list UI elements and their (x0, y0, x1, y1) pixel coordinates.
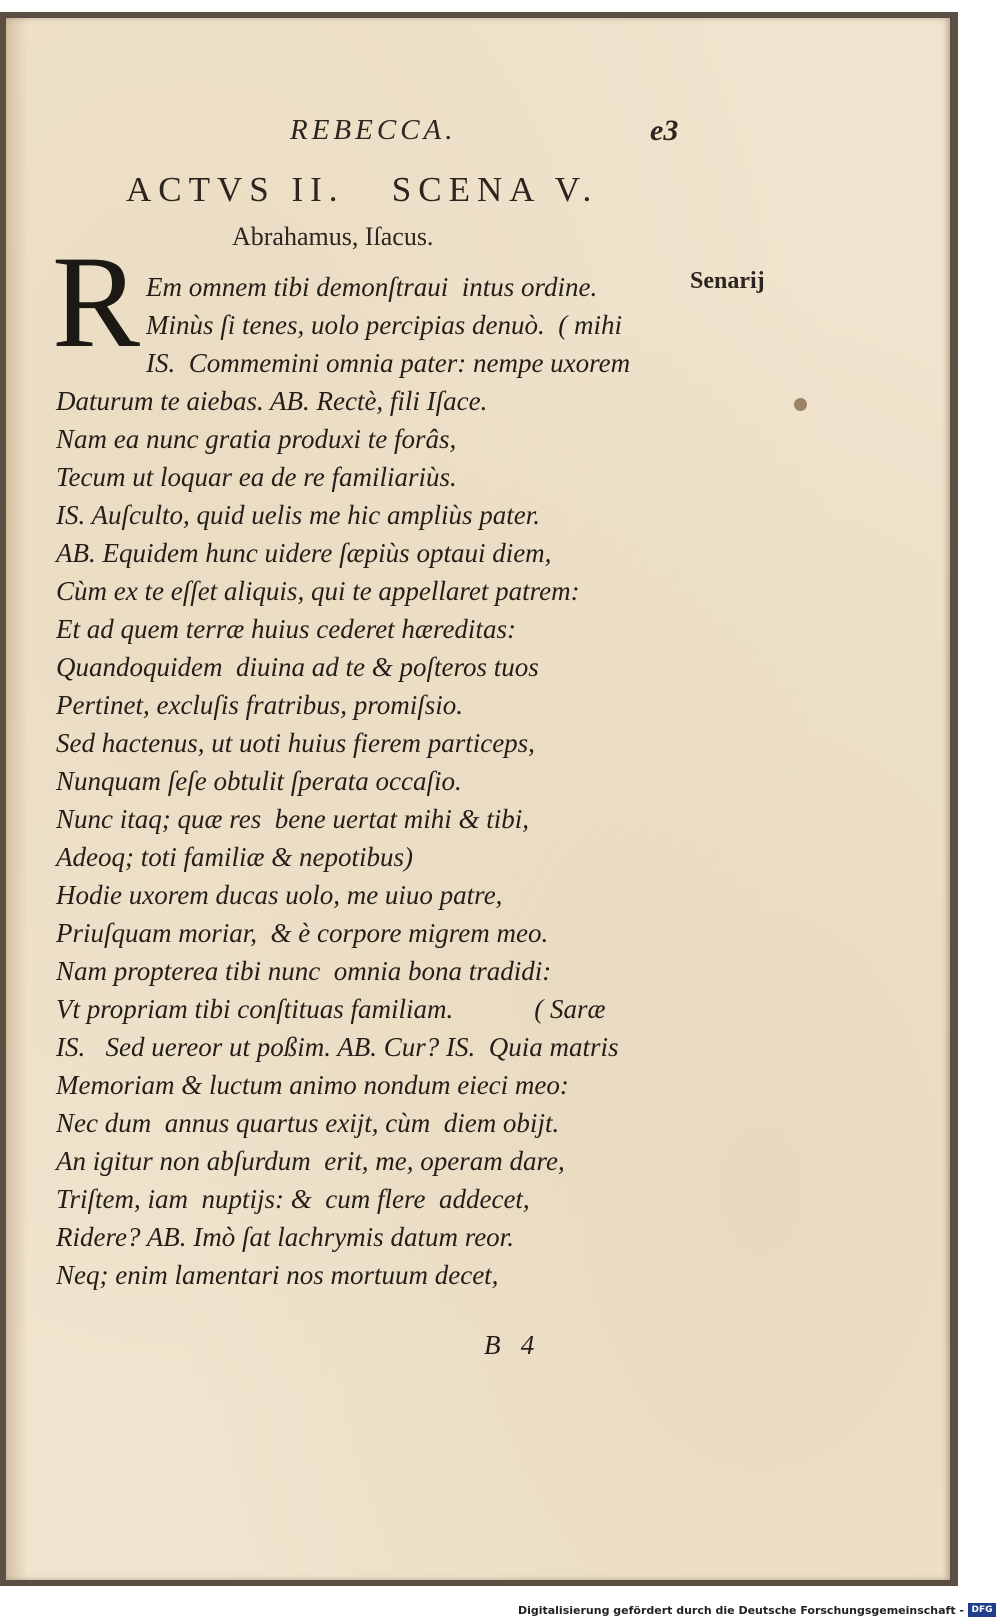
verse-line: Vt propriam tibi conſtituas familiam. ( Saræ (56, 994, 606, 1024)
verse-line: An igitur non abſurdum erit, me, operam dare, (56, 1146, 565, 1176)
paper-stain (794, 398, 807, 411)
verse-line: Hodie uxorem ducas uolo, me uiuo patre, (56, 880, 503, 910)
drop-cap: R (52, 228, 141, 375)
verse-line: Priuſquam moriar, & è corpore migrem meo. (56, 918, 549, 948)
verse-line: Daturum te aiebas. AB. Rectè, fili Iſace. (56, 386, 488, 416)
verse-line: Neq; enim lamentari nos mortuum decet, (56, 1260, 499, 1290)
verse-line: Nam propterea tibi nunc omnia bona tradidi: (56, 956, 552, 986)
verse-line: Nunquam ſeſe obtulit ſperata occaſio. (56, 766, 462, 796)
verse-line: Cùm ex te eſſet aliquis, qui te appellaret patrem: (56, 576, 580, 606)
verse-line: AB. Equidem hunc uidere ſæpiùs optaui diem, (56, 538, 552, 568)
verse-line: Pertinet, excluſis fratribus, promiſsio. (56, 690, 463, 720)
verse-line: Ridere? AB. Imò ſat lachrymis datum reor. (56, 1222, 514, 1252)
dfg-logo: DFG (968, 1603, 996, 1617)
verse-line: Memoriam & luctum animo nondum eieci meo: (56, 1070, 569, 1100)
verse-line: IS. Auſculto, quid uelis me hic ampliùs pater. (56, 500, 540, 530)
verse-line: Adeoq; toti familiæ & nepotibus) (56, 842, 413, 872)
verse-line: Tecum ut loquar ea de re familiariùs. (56, 462, 457, 492)
book-page (6, 18, 950, 1580)
running-head: REBECCA. (290, 114, 457, 146)
page-number: e3 (650, 114, 679, 147)
verse-line: IS. Sed uereor ut poßim. AB. Cur? IS. Quia matris (56, 1032, 619, 1062)
verse-line: Triſtem, iam nuptijs: & cum flere addecet, (56, 1184, 530, 1214)
speakers-line: Abrahamus, Iſacus. (232, 222, 434, 251)
margin-note: Senarij (690, 268, 765, 294)
verse-line: Minùs ſi tenes, uolo percipias denuò. ( mihi (146, 310, 622, 340)
verse-line: Em omnem tibi demonſtraui intus ordine. (146, 272, 598, 302)
signature-mark: B 4 (484, 1330, 535, 1360)
funding-notice: Digitalisierung gefördert durch die Deutsche Forschungsgemeinschaft - (517, 1604, 964, 1617)
verse-line: Sed hactenus, ut uoti huius fierem particeps, (56, 728, 535, 758)
verse-line: IS. Commemini omnia pater: nempe uxorem (146, 348, 631, 378)
verse-line: Nunc itaq; quæ res bene uertat mihi & tibi, (56, 804, 529, 834)
verse-line: Quandoquidem diuina ad te & poſteros tuos (56, 652, 539, 682)
act-heading: ACTVS II. SCENA V. (126, 170, 599, 209)
verse-line: Nec dum annus quartus exijt, cùm diem obijt. (56, 1108, 560, 1138)
verse-line: Et ad quem terræ huius cederet hæreditas: (56, 614, 516, 644)
verse-line: Nam ea nunc gratia produxi te forâs, (56, 424, 457, 454)
